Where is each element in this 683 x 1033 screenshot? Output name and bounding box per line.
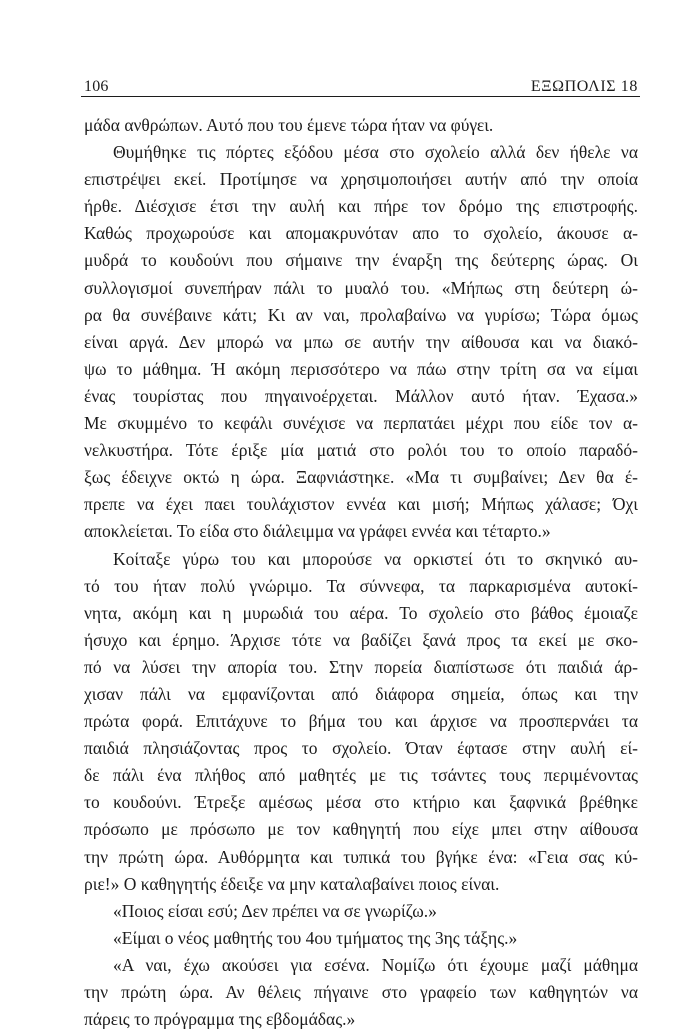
text-line: χισαν πάλι να εμφανίζονται από διάφορα σημεία, όπως και την — [84, 683, 638, 704]
text-line: μυδρά το κουδούνι που σήμαινε την έναρξη της δεύτερης ώρας. Οι — [84, 250, 638, 271]
page-number: 106 — [84, 78, 109, 95]
text-line: πό να λύσει την απορία του. Στην πορεία διαπίστωσε ότι παιδιά άρ- — [84, 656, 638, 677]
text-line: είναι αργά. Δεν μπορώ να μπω σε αυτήν την αίθουσα και να διακό- — [84, 331, 638, 352]
text-line: τό του ήταν πολύ γνώριμο. Τα σύννεφα, τα παρκαρισμένα αυτοκί- — [84, 575, 638, 596]
text-line: ήσυχο και έρημο. Άρχισε τότε να βαδίζει ξανά προς τα εκεί με σκο- — [84, 629, 638, 650]
text-line: ψω το μάθημα. Ή ακόμη περισσότερο να πάω στην τρίτη σα να είμαι — [84, 358, 638, 379]
text-line: ριε!» Ο καθηγητής έδειξε να μην καταλαβαίνει ποιος είναι. — [84, 873, 500, 894]
text-line: πρεπε να έχει παει τουλάχιστον εννέα και μισή; Μήπως χάλασε; Όχι — [84, 494, 638, 515]
text-line: νητα, ακόμη και η μυρωδιά του αέρα. Το σχολείο στο βάθος έμοιαζε — [84, 602, 638, 623]
text-line: την πρώτη ώρα. Αυθόρμητα και τυπικά του βγήκε ένα: «Γεια σας κύ- — [84, 846, 638, 867]
text-line: Κοίταξε γύρω του και μπορούσε να ορκιστεί ότι το σκηνικό αυ- — [113, 548, 638, 569]
text-line: ξως έδειχνε οκτώ η ώρα. Ξαφνιάστηκε. «Μα τι συμβαίνει; Δεν θα έ- — [84, 467, 638, 488]
text-line: νελκυστήρα. Τότε έριξε μία ματιά στο ρολόι του το οποίο παραδό- — [84, 440, 638, 461]
text-line: επιστρέψει εκεί. Προτίμησε να χρησιμοποιήσει αυτήν από την οποία — [84, 169, 638, 190]
text-line: Με σκυμμένο το κεφάλι συνέχισε να περπατάει μέχρι που είδε τον α- — [84, 413, 638, 434]
text-line: συλλογισμοί συνεπήραν πάλι το μυαλό του. «Μήπως στη δεύτερη ώ- — [84, 277, 638, 298]
text-line: μάδα ανθρώπων. Αυτό που του έμενε τώρα ήταν να φύγει. — [84, 115, 494, 135]
text-line: Καθώς προχωρούσε και απομακρυνόταν απο το σχολείο, άκουσε α- — [84, 223, 638, 244]
text-line: «Ποιος είσαι εσύ; Δεν πρέπει να σε γνωρίζω.» — [113, 900, 437, 921]
text-line: παιδιά πλησιάζοντας προς το σχολείο. Όταν έφτασε στην αυλή εί- — [84, 738, 638, 759]
text-line: δε πάλι ένα πλήθος από μαθητές με τις τσάντες τους περιμένοντας — [84, 765, 638, 786]
running-head: ΕΞΩΠΟΛΙΣ 18 — [530, 78, 638, 95]
text-line: το κουδούνι. Έτρεξε αμέσως μέσα στο κτήριο και ξαφνικά βρέθηκε — [84, 792, 638, 813]
text-line: «Α ναι, έχω ακούσει για εσένα. Νομίζω ότι έχουμε μαζί μάθημα — [113, 954, 638, 975]
text-line: Θυμήθηκε τις πόρτες εξόδου μέσα στο σχολείο αλλά δεν ήθελε να — [113, 142, 638, 163]
text-line: πάρεις το πρόγραμμα της εβδομάδας.» — [84, 1009, 356, 1030]
text-line: αποκλείεται. Το είδα στο διάλειμμα να γράφει εννέα και τέταρτο.» — [84, 521, 551, 542]
text-line: πρόσωπο με πρόσωπο με τον καθηγητή που είχε μπει στην αίθουσα — [84, 819, 638, 840]
text-line: ένας τουρίστας που πηγαινοέρχεται. Μάλλον αυτό ήταν. Έχασα.» — [84, 385, 638, 406]
page-header — [81, 74, 640, 97]
text-line: πρώτα φορά. Επιτάχυνε το βήμα του και άρχισε να προσπερνάει τα — [84, 711, 638, 732]
text-line: την πρώτη ώρα. Αν θέλεις πήγαινε στο γραφείο των καθηγητών να — [84, 982, 638, 1002]
body-text — [84, 112, 638, 1033]
text-line: ρα θα συνέβαινε κάτι; Κι αν ναι, προλαβαίνω να γυρίσω; Τώρα όμως — [84, 304, 638, 325]
text-line: «Είμαι ο νέος μαθητής του 4ου τμήματος της 3ης τάξης.» — [113, 927, 518, 948]
text-line: ήρθε. Διέσχισε έτσι την αυλή και πήρε τον δρόμο της επιστροφής. — [84, 196, 638, 217]
